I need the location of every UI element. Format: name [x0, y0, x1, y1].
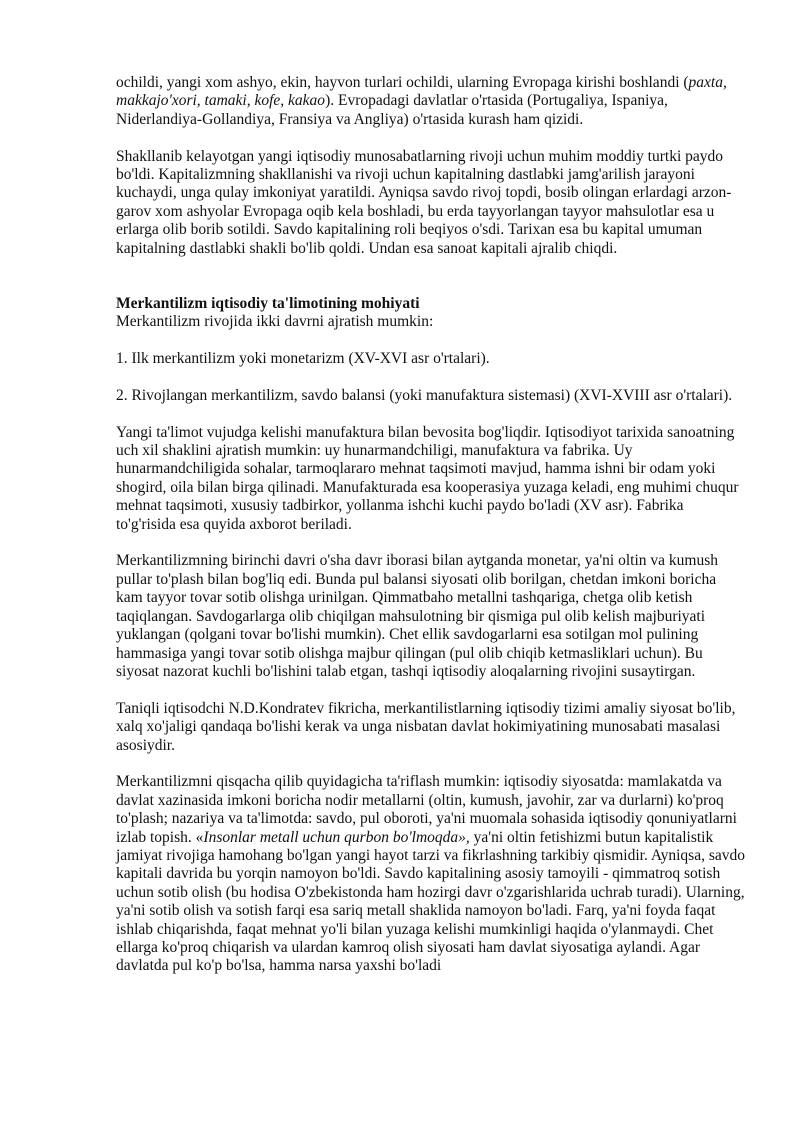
paragraph-definition: Merkantilizmni qisqacha qilib quyidagicha ta'riflash mumkin: iqtisodiy siyosatda: mamlakatda va davlat xazinasida imkoni boricha nodir metallarni (oltin, kumush, javohir, zar va durlarni) ko'proq to'plash; nazariya va ta'limotda: savdo, pul oboroti, ya'ni muomala sohasida iqtisodiy qonuniyatlarni izlab topish. «Insonlar metall uchun qurbon bo'lmoqda», ya'ni oltin fetishizmi butun kapitalistik jamiyat rivojiga hamohang bo'lgan yangi hayot tarzi va fikrlashning tarkibiy qismidir. Ayniqsa, savdo kapitali davrida bu yorqin namoyon bo'ldi. Savdo kapitalining asosiy tamoyili - qimmatroq sotish uchun sotib olish (bu hodisa O'zbekistonda ham hozirgi davr o'zgarishlarida uchrab turadi). Ularning, ya'ni sotib olish va sotish farqi esa sariq metall shaklida namoyon bo'ladi. Farq, ya'ni foyda faqat ishlab chiqarishda, faqat mehnat yo'li bilan yuzaga kelishi mumkinligi haqida o'ylanmaydi. Chet ellarga ko'proq chiqarish va ulardan kamroq olish siyosati ham davlat siyosatiga aylandi. Agar davlatda pul ko'p bo'lsa, hamma narsa yaxshi bo'ladi	[116, 773, 745, 975]
paragraph-two-periods-intro: Merkantilizm rivojida ikki davrni ajratish mumkin:	[116, 313, 434, 331]
list-item-developed-mercantilism: 2. Rivojlangan merkantilizm, savdo balansi (yoki manufaktura sistemasi) (XVI-XVIII asr o'rtalari).	[116, 386, 733, 404]
paragraph-colonial-trade: ochildi, yangi xom ashyo, ekin, hayvon turlari ochildi, ularning Evropaga kirishi boshlandi (paxta, makkajo'xori, tamaki, kofe, kakao). Evropadagi davlatlar o'rtasida (Portugaliya, Ispaniya, Niderlandiya-Gollandiya, Fransiya va Angliya) o'rtasida kurash ham qizidi.	[116, 74, 727, 128]
crop-list: paxta, makkajo'xori, tamaki, kofe, kakao	[116, 74, 727, 110]
section-heading: Merkantilizm iqtisodiy ta'limotining mohiyati	[116, 294, 420, 312]
list-item-early-mercantilism: 1. Ilk merkantilizm yoki monetarizm (XV-XVI asr o'rtalari).	[116, 350, 490, 368]
quote: Insonlar metall uchun qurbon bo'lmoqda»,	[203, 828, 470, 846]
paragraph-manufacture: Yangi ta'limot vujudga kelishi manufaktura bilan bevosita bog'liqdir. Iqtisodiyot tarixida sanoatning uch xil shaklini ajratish mumkin: uy hunarmandchiligi, manufaktura va fabrika. Uy hunarmandchiligida sohalar, tarmoqlararo mehnat taqsimoti mavjud, hamma ishni bir odam yoki shogird, oila bilan birga qilinadi. Manufakturada esa kooperasiya yuzaga keladi, eng muhimi chuqur mehnat taqsimoti, xususiy tadbirkor, yollanma ishchi kuchi paydo bo'ladi (XV asr). Fabrika to'g'risida esa quyida axborot beriladi.	[116, 423, 739, 533]
paragraph-capital-accumulation: Shakllanib kelayotgan yangi iqtisodiy munosabatlarning rivoji uchun muhim moddiy turtki paydo bo'ldi. Kapitalizmning shakllanishi va rivoji uchun kapitalning dastlabki jamg'arilish jarayoni kuchaydi, unga qulay imkoniyat yaratildi. Ayniqsa savdo rivoj topdi, bosib olingan erlardagi arzon-garov xom ashyolar Evropaga oqib kela boshladi, bu erda tayyorlangan tayyor mahsulotlar esa u erlarga olib borib sotildi. Savdo kapitalining roli beqiyos o'sdi. Tarixan esa bu kapital umuman kapitalning dastlabki shakli bo'lib qoldi. Undan esa sanoat kapitali ajralib chiqdi.	[116, 147, 732, 257]
paragraph-first-period: Merkantilizmning birinchi davri o'sha davr iborasi bilan aytganda monetar, ya'ni oltin va kumush pullar to'plash bilan bog'liq edi. Bunda pul balansi siyosati olib borilgan, chetdan imkoni boricha kam tayyor tovar sotib olishga urinilgan. Qimmatbaho metallni tashqariga, chetga olib ketish taqiqlangan. Savdogarlarga olib chiqilgan mahsulotning bir qismiga pul olib kelish majburiyati yuklangan (qolgani tovar bo'lishi mumkin). Chet ellik savdogarlarni esa sotilgan mol pulining hammasiga yangi tovar sotib olishga majbur qilingan (pul olib chiqib ketmasliklari uchun). Bu siyosat nazorat kuchli bo'lishini talab etgan, tashqi iqtisodiy aloqalarning rivojini susaytirgan.	[116, 552, 719, 680]
paragraph-kondratev: Taniqli iqtisodchi N.D.Kondratev fikricha, merkantilistlarning iqtisodiy tizimi amaliy siyosat bo'lib, xalq xo'jaligi qandaqa bo'lishi kerak va unga nisbatan davlat hokimiyatining munosabati masalasi asosiydir.	[116, 699, 736, 754]
document-page	[116, 74, 746, 976]
